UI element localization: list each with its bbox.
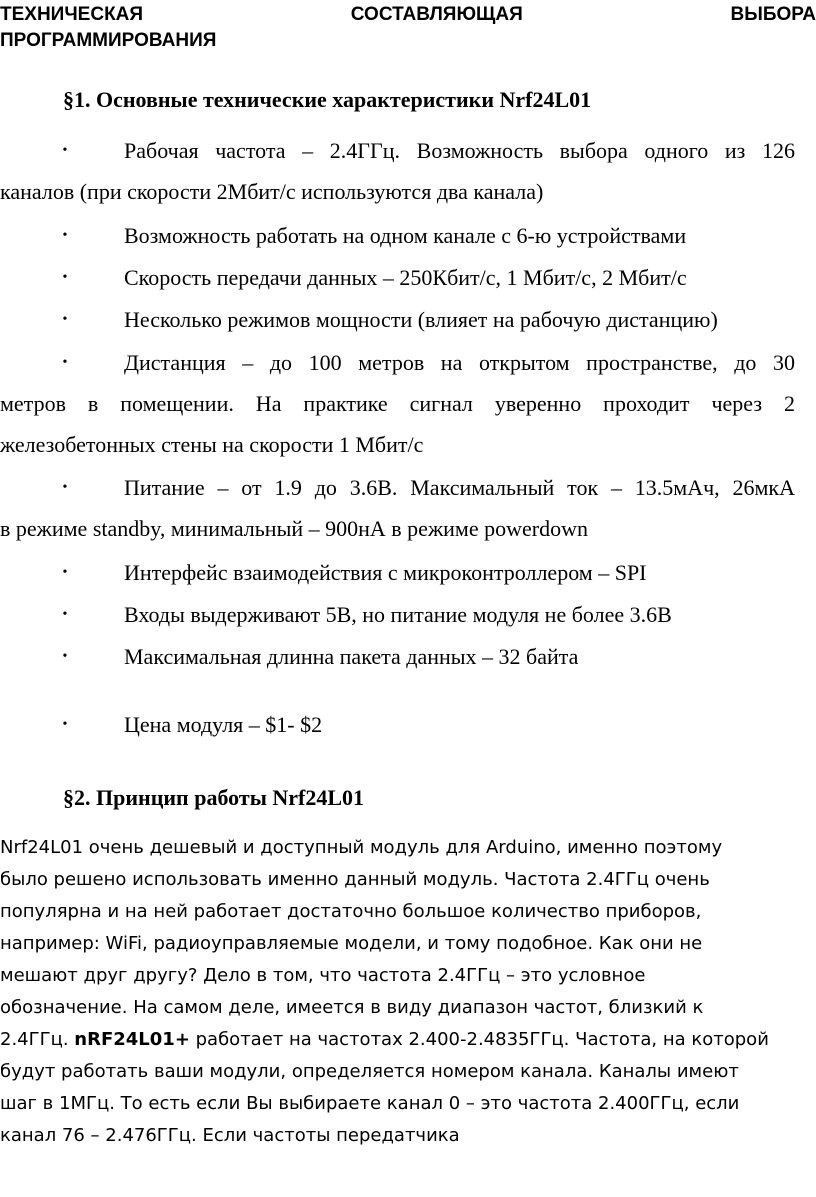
list-item: [0, 299, 795, 340]
list-item: [0, 342, 795, 465]
title-word-2: СОСТАВЛЯЮЩАЯ: [350, 4, 523, 25]
list-item-line: Максимальная длинна пакета данных – 32 байта: [124, 644, 579, 669]
list-item-line: в режиме standby, минимальный – 900нА в режиме powerdown: [0, 516, 588, 541]
paragraph-line: Nrf24L01 очень дешевый и доступный модуль для Arduino, именно поэтому: [0, 837, 723, 858]
list-item-line: Возможность работать на одном канале с 6-ю устройствами: [124, 223, 687, 248]
title-row-2: ПРОГРАММИРОВАНИЯ: [0, 30, 217, 51]
list-item: [0, 704, 795, 745]
document-title: [0, 2, 816, 54]
title-word-1: ТЕХНИЧЕСКАЯ: [0, 4, 144, 25]
list-item-line: Питание – от 1.9 до 3.6В. Максимальный ток – 13.5мАч, 26мкА: [124, 475, 795, 500]
paragraph-line: обозначение. На самом деле, имеется в виду диапазон частот, близкий к: [0, 997, 704, 1018]
list-item-line: Рабочая частота – 2.4ГГц. Возможность выбора одного из 126: [124, 138, 795, 163]
list-item: [0, 636, 795, 677]
paragraph-line: было решено использовать именно данный модуль. Частота 2.4ГГц очень: [0, 869, 710, 890]
list-item: [0, 467, 795, 549]
bullet-icon: •: [62, 607, 68, 622]
paragraph-line: будут работать ваши модули, определяется номером канала. Каналы имеют: [0, 1061, 739, 1082]
paragraph-text: работает на частотах 2.400-2.4835ГГц. Частота, на которой: [189, 1029, 769, 1050]
bullet-icon: •: [62, 143, 68, 158]
section-2-heading: §2. Принцип работы Nrf24L01: [63, 785, 365, 810]
list-item-line: Интерфейс взаимодействия с микроконтроллером – SPI: [124, 560, 647, 585]
list-item: [0, 130, 795, 212]
list-item: [0, 215, 795, 256]
list-item-line: Несколько режимов мощности (влияет на рабочую дистанцию): [124, 307, 718, 332]
list-item: [0, 257, 795, 298]
bullet-icon: •: [62, 649, 68, 664]
bullet-icon: •: [62, 312, 68, 327]
list-item: [0, 594, 795, 635]
list-item-line: каналов (при скорости 2Мбит/с используются два канала): [0, 179, 544, 204]
paragraph-line: канал 76 – 2.476ГГц. Если частоты передатчика: [0, 1125, 460, 1146]
bullet-icon: •: [62, 355, 68, 370]
title-row-1: [0, 2, 816, 28]
list-item-line: метров в помещении. На практике сигнал уверенно проходит через 2: [0, 391, 795, 416]
bullet-icon: •: [62, 717, 68, 732]
bullet-icon: •: [62, 480, 68, 495]
list-item-line: Дистанция – до 100 метров на открытом пространстве, до 30: [124, 350, 795, 375]
paragraph-line: популярна и на ней работает достаточно большое количество приборов,: [0, 901, 702, 922]
paragraph-line: шаг в 1МГц. То есть если Вы выбираете канал 0 – это частота 2.400ГГц, если: [0, 1093, 740, 1114]
list-item-line: Цена модуля – $1- $2: [124, 712, 323, 737]
paragraph-line: [0, 1024, 800, 1056]
list-item-line: Скорость передачи данных – 250Кбит/с, 1 Мбит/с, 2 Мбит/с: [124, 265, 687, 290]
list-item: [0, 552, 795, 593]
bullet-icon: •: [62, 270, 68, 285]
list-item-line: железобетонных стены на скорости 1 Мбит/с: [0, 432, 424, 457]
bullet-icon: •: [62, 565, 68, 580]
section-1-heading: §1. Основные технические характеристики Nrf24L01: [63, 87, 592, 112]
section-2-paragraph: [0, 832, 800, 1152]
paragraph-line: мешают друг другу? Дело в том, что частота 2.4ГГц – это условное: [0, 965, 646, 986]
chip-name-bold: nRF24L01+: [74, 1029, 190, 1050]
bullet-icon: •: [62, 228, 68, 243]
list-item-line: Входы выдерживают 5В, но питание модуля не более 3.6В: [124, 602, 672, 627]
title-word-3: ВЫБОРА: [730, 4, 816, 25]
paragraph-text: 2.4ГГц.: [0, 1029, 75, 1050]
paragraph-line: например: WiFi, радиоуправляемые модели, и тому подобное. Как они не: [0, 933, 703, 954]
